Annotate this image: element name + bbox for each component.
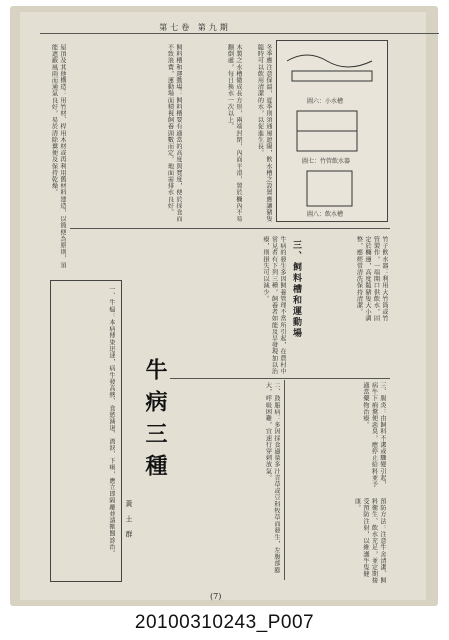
text-column: 木製之水槽做成長方形，兩端封閉，內面平滑，置於欄內不易翻倒處，每日換水一次以上。 <box>226 44 242 223</box>
text-column: 飼料槽和運動場：飼料槽要有適當的高度與寬度，便於採食而不致浪費，運動場面積視飼養頭數而定，地面需排水良好。 <box>166 44 182 223</box>
diagram-drawing <box>277 41 387 221</box>
text-column: 預防方法：注意牛舍清潔、飼料衛生、飲水充足，並定期接受預防注射，以維護牛隻健康。 <box>353 498 386 584</box>
text-column: 冬季應注意保溫，夏季則須通風遮陽，飲水槽之設置應讓豬隻隨時可以飲用清潔的水，以促進生長。 <box>256 44 272 223</box>
figure-caption-side: 圖八：飲水槽 <box>307 211 344 218</box>
header-rule <box>40 33 439 34</box>
text-column: 二、鼓脹病：多因採食過量多汁青草或豆科牧草而發生，左腹部膨大，呼吸困難，宜速行穿刺放氣。 <box>264 382 280 574</box>
archive-id: 20100310243_P007 <box>134 612 315 633</box>
text-column: 一、牛瘟：本病傳染迅速，病牛發高熱、食慾減退、流淚、下痢，應立即隔離並請獸醫診治。 <box>108 286 115 557</box>
text-column: 竹子飲水器：利用大竹筒或竹管製作，一端開口供飲水，固定於欄邊，高度隨豬隻大小調整，應經常清洗保持清潔。 <box>355 236 388 322</box>
text-column: 三、腸炎：由飼料不潔或驟變引起，病牛下痢糞便惡臭，應停止給料並予適當藥物治療。 <box>362 382 386 488</box>
text-column: 牛病的發生多因飼養管理不當所引起，在農村中常見者有下列三種，飼養者如能及早發現加以治療，則損失可以減少。 <box>262 236 286 375</box>
figure-caption-top: 圖六：小水槽 <box>307 98 344 105</box>
diagram-figure <box>276 40 388 222</box>
figure-caption-bottom: 圖七：竹管飲水器 <box>302 158 351 165</box>
running-header: 第七卷 第九期 <box>159 23 231 32</box>
text-column: 屋頂及其他構造：用竹材、桿用木材或再利用舊材料建造，以簡便為原則，須能遮蔽風雨而通氣良好，易於清除糞便及保持乾燥。 <box>50 44 66 269</box>
section-rule <box>70 228 390 229</box>
divider-rule <box>170 378 390 379</box>
article-title: 牛病三種 <box>142 358 168 486</box>
column-rule <box>284 380 285 580</box>
article-author: 黃 土 群 <box>125 500 133 541</box>
page-number: (7) <box>210 592 222 601</box>
section-title: 三、飼料槽和運動場 <box>291 240 301 339</box>
